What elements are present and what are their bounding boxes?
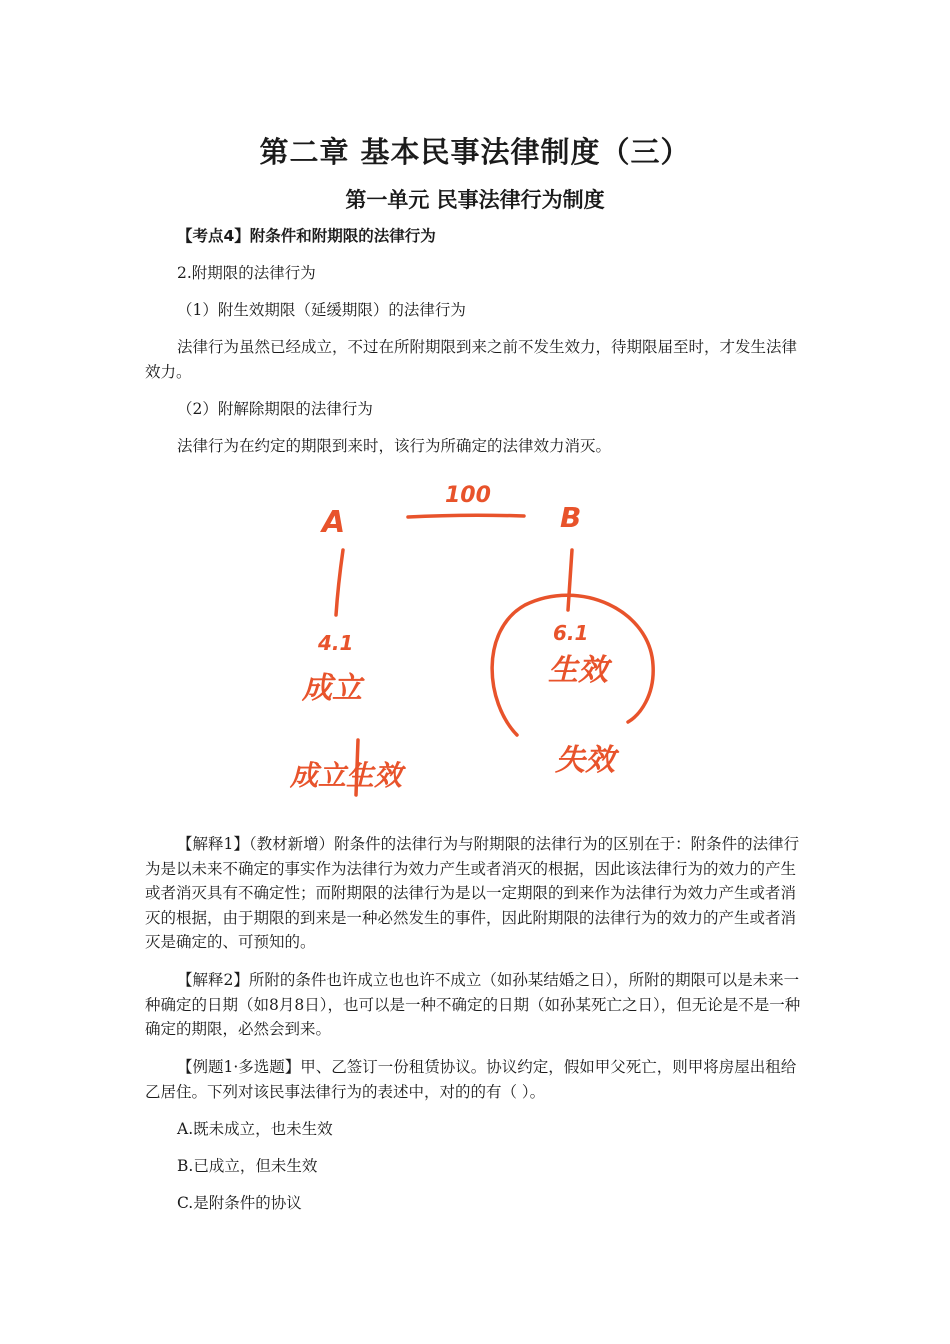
paragraph-1: 2.附期限的法律行为 [177,264,316,282]
point-heading: 【考点4】附条件和附期限的法律行为 [177,227,436,245]
paragraph-3: 法律行为虽然已经成立，不过在所附期限到来之前不发生效力，待期限届至时，才发生法律效力。 [145,338,798,381]
sketch-line-top [408,515,524,517]
sketch-party-b: B [560,501,582,534]
chapter-title: 第二章 基本民事法律制度（三） [259,135,691,169]
explanation-1: 【解释1】（教材新增）附条件的法律行为与附期限的法律行为的区别在于：附条件的法律行为是以未来不确定的事实作为法律行为效力产生或者消灭的根据，因此该法律行为的效力的产生或者消灭具有不确定性；而附期限的法律行为是以一定期限的到来作为法律行为效力产生或者消灭的根据，由于期限的到来是一种必然发生的事件，因此附期限的法律行为的效力的产生或者消灭是确定的、可预知的。 [145,835,800,951]
sketch-label-bottom-left: 成立生效 [290,759,403,792]
handwritten-sketch [280,470,680,810]
sketch-date-a: 4.1 [318,631,354,655]
paragraph-5: 法律行为在约定的期限到来时，该行为所确定的法律效力消灭。 [177,437,612,455]
sketch-label-a: 成立 [302,671,362,706]
option-a: A.既未成立，也未生效 [177,1120,333,1138]
option-c: C.是附条件的协议 [177,1194,302,1212]
sketch-amount: 100 [445,483,491,508]
sketch-line-a [336,550,343,615]
sketch-label-b: 生效 [548,653,608,688]
sketch-line-b [568,550,572,610]
example-question: 【例题1·多选题】甲、乙签订一份租赁协议。协议约定，假如甲父死亡，则甲将房屋出租给乙居住。下列对该民事法律行为的表述中，对的的有（ ）。 [145,1058,797,1101]
sketch-date-b: 6.1 [553,621,589,645]
unit-subtitle: 第一单元 民事法律行为制度 [345,188,605,212]
sketch-label-bottom-right: 失效 [555,743,615,778]
sketch-party-a: A [322,505,346,540]
option-b: B.已成立，但未生效 [177,1157,318,1175]
paragraph-2: （1）附生效期限（延缓期限）的法律行为 [177,301,466,319]
explanation-2: 【解释2】所附的条件也许成立也也许不成立（如孙某结婚之日），所附的期限可以是未来一种确定的日期（如8月8日），也可以是一种不确定的日期（如孙某死亡之日），但无论是不是一种确定的期限，必然会到来。 [145,971,801,1038]
paragraph-4: （2）附解除期限的法律行为 [177,400,373,418]
